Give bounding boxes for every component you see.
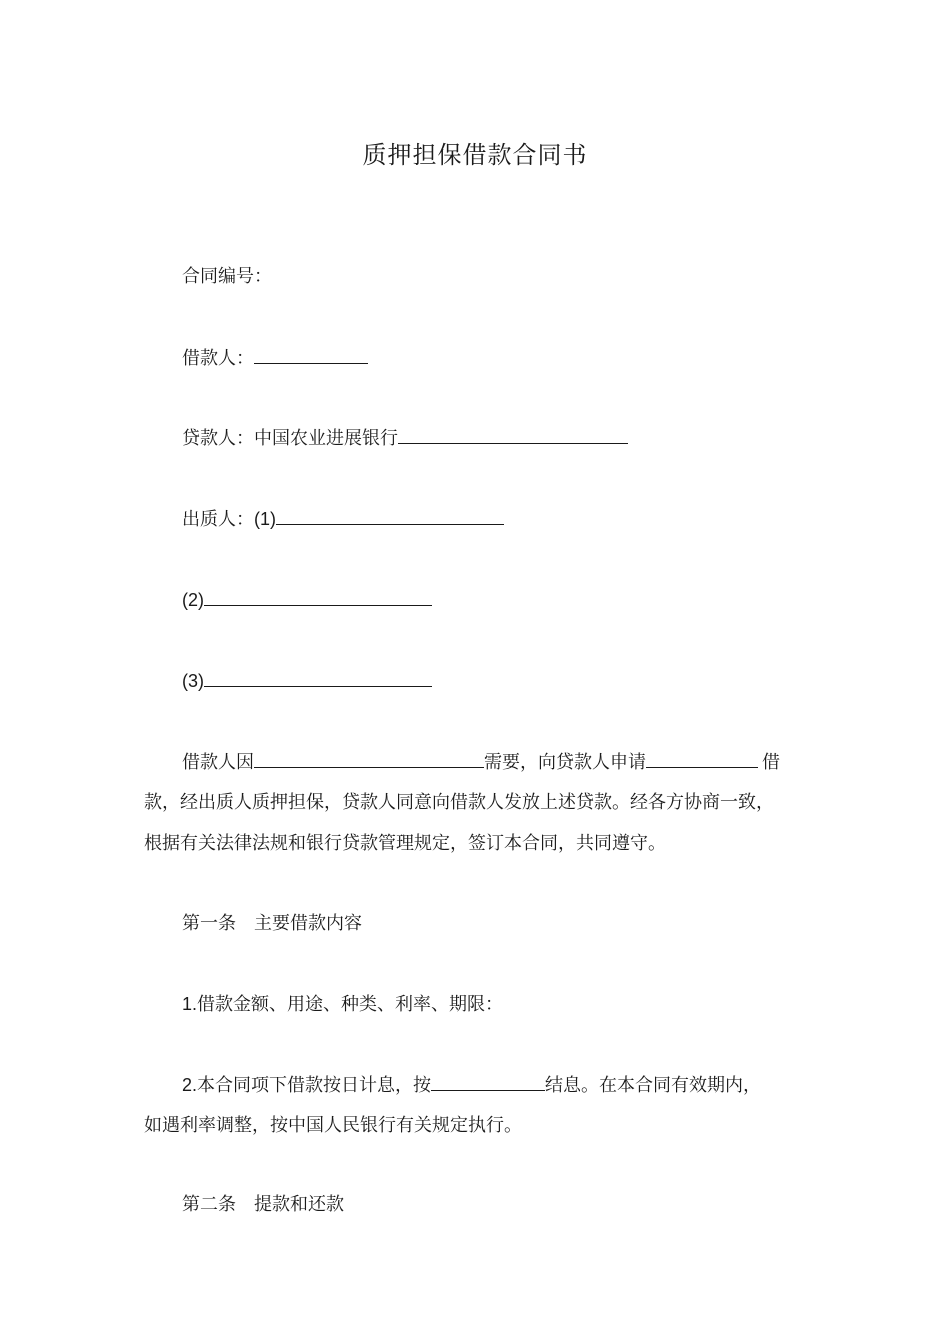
pledgor-item-2: (2) [182, 590, 204, 610]
contract-number-label: 合同编号： [182, 266, 272, 287]
borrower-label: 借款人： [182, 348, 254, 369]
pledgor-line-1 [182, 506, 504, 532]
borrower-line [182, 345, 368, 371]
item-1-line [182, 992, 503, 1017]
item-2-number: 2. [182, 1075, 198, 1095]
lender-name: 中国农业进展银行 [254, 428, 398, 449]
item-1-number: 1. [182, 994, 198, 1014]
amount-blank [646, 749, 758, 768]
pledgor-blank-1 [276, 506, 504, 525]
pledgor-item-3: (3) [182, 671, 204, 691]
pledgor-line-3 [182, 668, 432, 694]
borrower-blank [254, 345, 368, 364]
intro-line-1 [182, 749, 780, 775]
pledgor-item-1: (1) [254, 509, 276, 529]
pledgor-blank-2 [204, 587, 432, 606]
item-2-line-2: 如遇利率调整，按中国人民银行有关规定执行。 [144, 1115, 522, 1136]
lender-line [182, 425, 628, 451]
article-1-number: 第一条 [182, 913, 236, 934]
item-2-part-2: 结息。在本合同有效期内， [545, 1075, 762, 1096]
intro-part-1: 借款人因 [182, 752, 254, 773]
article-2-title: 提款和还款 [254, 1194, 344, 1215]
lender-blank [398, 425, 628, 444]
intro-line-2: 款，经出质人质押担保，贷款人同意向借款人发放上述贷款。经各方协商一致， [144, 792, 774, 813]
item-1-text: 借款金额、用途、种类、利率、期限： [197, 994, 504, 1015]
intro-part-2: 需要，向贷款人申请 [484, 752, 646, 773]
purpose-blank [254, 749, 484, 768]
pledgor-label: 出质人： [182, 509, 254, 530]
interest-period-blank [431, 1072, 545, 1091]
contract-number-line [182, 265, 272, 289]
document-title: 质押担保借款合同书 [362, 141, 588, 169]
intro-line-3: 根据有关法律法规和银行贷款管理规定，签订本合同，共同遵守。 [144, 833, 666, 854]
article-2-heading [182, 1193, 344, 1217]
pledgor-line-2 [182, 587, 432, 613]
lender-label: 贷款人： [182, 428, 254, 449]
article-1-heading [182, 912, 362, 936]
pledgor-blank-3 [204, 668, 432, 687]
item-2-line-1 [182, 1072, 761, 1098]
article-2-number: 第二条 [182, 1194, 236, 1215]
article-1-title: 主要借款内容 [254, 913, 362, 934]
item-2-part-1: 本合同项下借款按日计息，按 [197, 1075, 432, 1096]
intro-part-3: 借 [762, 752, 780, 773]
